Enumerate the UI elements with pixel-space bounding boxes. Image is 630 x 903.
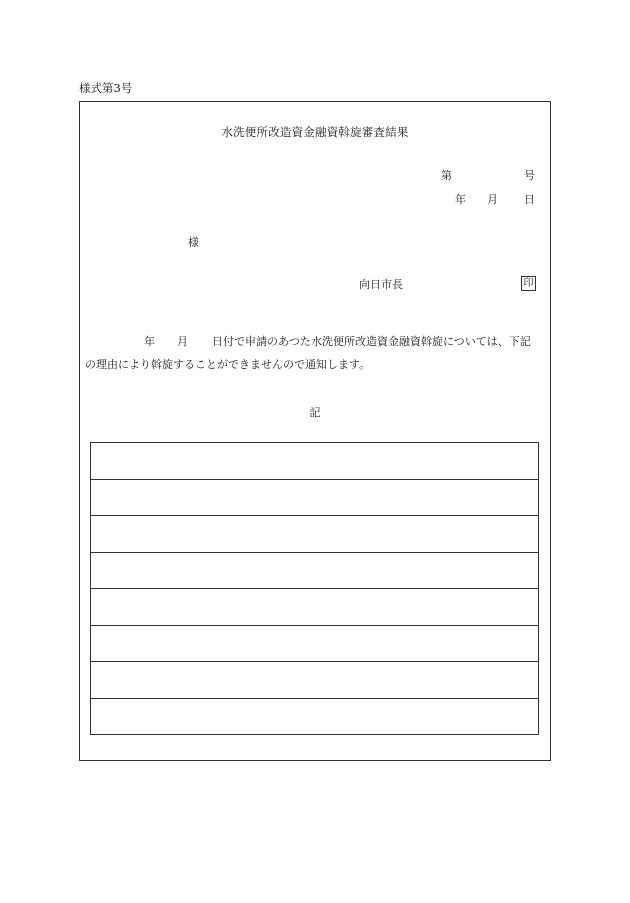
table-row bbox=[91, 552, 539, 589]
table-row bbox=[91, 698, 539, 735]
document-number-prefix: 第 bbox=[441, 169, 452, 182]
table-row bbox=[91, 589, 539, 626]
issuer-name: 向日市長 bbox=[359, 278, 403, 291]
reason-cell[interactable] bbox=[91, 516, 539, 553]
reason-cell[interactable] bbox=[91, 625, 539, 662]
reason-cell[interactable] bbox=[91, 552, 539, 589]
date-month-label: 月 bbox=[487, 193, 498, 206]
body-month-label: 月 bbox=[177, 335, 188, 348]
reason-cell[interactable] bbox=[91, 479, 539, 516]
table-row bbox=[91, 625, 539, 662]
reason-cell[interactable] bbox=[91, 589, 539, 626]
addressee-honorific: 様 bbox=[188, 236, 199, 249]
form-number-label: 様式第3号 bbox=[79, 81, 133, 95]
body-text-line-1: 日付で申請のあつた水洗便所改造資金融資斡旋については、下記 bbox=[212, 335, 531, 348]
seal-mark: 印 bbox=[521, 276, 536, 291]
date-day-label: 日 bbox=[524, 193, 535, 206]
body-year-label: 年 bbox=[144, 335, 155, 348]
reason-cell[interactable] bbox=[91, 662, 539, 699]
table-row bbox=[91, 443, 539, 480]
date-year-label: 年 bbox=[455, 193, 466, 206]
table-row bbox=[91, 479, 539, 516]
reason-cell[interactable] bbox=[91, 443, 539, 480]
reason-table bbox=[90, 442, 539, 735]
reason-cell[interactable] bbox=[91, 698, 539, 735]
body-text-line-2: の理由により斡旋することができませんので通知します。 bbox=[85, 358, 371, 371]
ki-heading: 記 bbox=[309, 406, 321, 419]
table-row bbox=[91, 662, 539, 699]
document-title: 水洗便所改造資金融資斡旋審査結果 bbox=[221, 125, 409, 139]
document-number-suffix: 号 bbox=[524, 169, 535, 182]
table-row bbox=[91, 516, 539, 553]
